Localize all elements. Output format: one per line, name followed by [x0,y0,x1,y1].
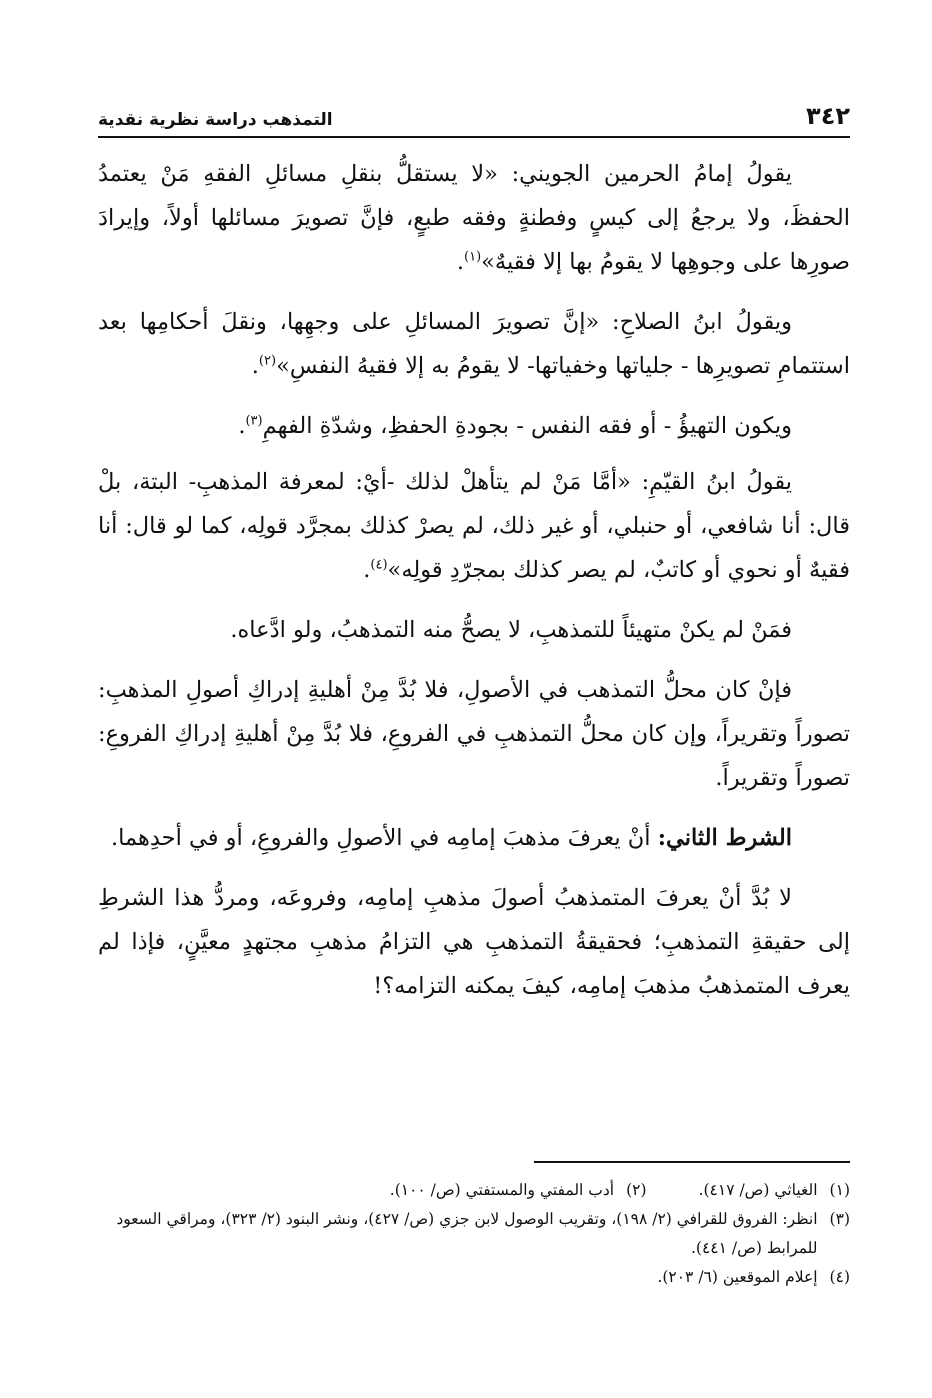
paragraph-end: . [363,557,371,583]
footnote-number: (١) [829,1181,850,1199]
footnote-1 [699,1176,850,1205]
paragraph-ibn-salah-quote [98,300,850,388]
paragraph-text: فإنْ كان محلُّ التمذهب في الأصولِ، فلا بُدَّ مِنْ أهليةِ إدراكِ أصولِ المذهبِ: تصوراً وتقريراً، وإن كان محلُّ التمذهبِ في الفروعِ، فلا بُدَّ مِنْ أهليةِ إدراكِ الفروعِ: تصوراً وتقريراً. [98,677,850,791]
paragraph-text: فمَنْ لم يكنْ متهيئاً للتمذهبِ، لا يصحُّ منه التمذهبُ، ولو ادَّعاه. [230,617,792,643]
paragraph-juwayni-quote [98,152,850,284]
paragraph-preparedness [98,404,850,448]
footnote-number: (٤) [829,1268,850,1286]
page-number: ٣٤٢ [806,102,850,130]
paragraph-final [98,876,850,1008]
condition-text: أنْ يعرفَ مذهبَ إمامِه في الأصولِ والفروعِ، أو في أحدِهما. [110,825,651,851]
footnote-4 [98,1263,850,1292]
footnote-text: انظر: الفروق للقرافي (٢/ ١٩٨)، وتقريب الوصول لابن جزي (ص/ ٤٢٧)، ونشر البنود (٢/ ٣٢٣)، ومراقي السعود للمرابط (ص/ ٤٤١). [116,1210,818,1257]
footnote-ref: (٢) [258,353,277,369]
paragraph-text: لا بُدَّ أنْ يعرفَ المتمذهبُ أصولَ مذهبِ إمامِه، وفروعَه، ومردُّ هذا الشرطِ إلى حقيقةِ التمذهبِ؛ فحقيقةُ التمذهبِ هي التزامُ مذهبِ مجتهدٍ معيَّنٍ، فإذا لم يعرف المتمذهبُ مذهبَ إمامِه، كيفَ يمكنه التزامه؟! [98,885,850,999]
running-title: التمذهب دراسة نظرية نقدية [98,110,333,130]
footnote-text: إعلام الموقعين (٦/ ٢٠٣). [657,1268,818,1286]
condition-heading: الشرط الثاني: [657,825,792,851]
paragraph-conclusion [98,608,850,652]
paragraph-second-condition [98,816,850,860]
footnote-ref: (١) [464,249,482,265]
footnote-ref: (٤) [370,557,388,573]
paragraph-text: ويكون التهيؤُ - أو فقه النفس - بجودةِ الحفظِ، وشدّةِ الفهمِ [262,413,792,439]
paragraph-ibn-qayyim-quote [98,460,850,592]
paragraph-end: . [456,249,464,275]
paragraph-text: ويقولُ ابنُ الصلاحِ: «إنَّ تصويرَ المسائلِ على وجهِها، ونقلَ أحكامِها بعد استتمامِ تصويرِها - جلياتها وخفياتها- لا يقومُ به إلا فقيهُ النفسِ» [98,309,850,379]
footnote-divider [534,1161,850,1163]
footnote-number: (٢) [626,1181,647,1199]
paragraph-end: . [238,413,246,439]
main-text [98,152,850,1024]
footnotes [98,1176,850,1292]
paragraph-usul-furu [98,668,850,800]
footnote-2 [390,1176,647,1205]
footnote-text: الغياثي (ص/ ٤١٧). [698,1181,818,1199]
paragraph-text: يقولُ ابنُ القيّمِ: «أمَّا مَنْ لم يتأهلْ لذلك -أيْ: لمعرفة المذهبِ- البتة، بلْ قال: أنا شافعي، أو حنبلي، أو غير ذلك، لم يصرْ كذلك بمجرَّد قولِه، كما لو قال: أنا فقيهٌ أو نحوي أو كاتبٌ، لم يصر كذلك بمجرّدِ قولِه» [98,469,850,583]
page-header [98,96,850,138]
paragraph-end: . [251,353,259,379]
footnote-row [98,1176,850,1205]
footnote-text: أدب المفتي والمستفتي (ص/ ١٠٠). [389,1181,615,1199]
footnote-ref: (٣) [245,413,263,429]
footnote-3 [98,1205,850,1263]
paragraph-text: يقولُ إمامُ الحرمين الجويني: «لا يستقلُّ بنقلِ مسائلِ الفقهِ مَنْ يعتمدُ الحفظَ، ولا يرجعُ إلى كيسٍ وفطنةٍ وفقه طبعٍ، فإنَّ تصويرَ مسائلها أولاً، وإيرادَ صورِها على وجوهِها لا يقومُ بها إلا فقيهٌ» [98,161,850,275]
footnote-number: (٣) [829,1210,850,1228]
